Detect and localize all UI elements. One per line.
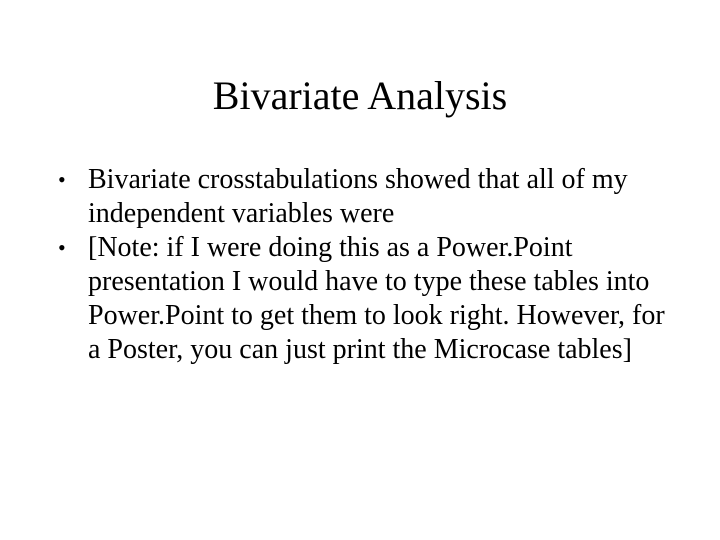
slide-title: Bivariate Analysis	[212, 73, 508, 118]
bullet-list	[58, 163, 678, 367]
bullet-icon: •	[58, 235, 66, 260]
bullet-icon: •	[58, 167, 66, 192]
bullet-text: [Note: if I were doing this as a Power.Point presentation I would have to type these tables into Power.Point to get them to look right. However, for a Poster, you can just print the Microcase tables]	[88, 232, 665, 365]
bullet-text: Bivariate crosstabulations showed that all of my independent variables were	[88, 164, 628, 229]
bullet-item	[58, 163, 678, 231]
bullet-item	[58, 231, 678, 367]
